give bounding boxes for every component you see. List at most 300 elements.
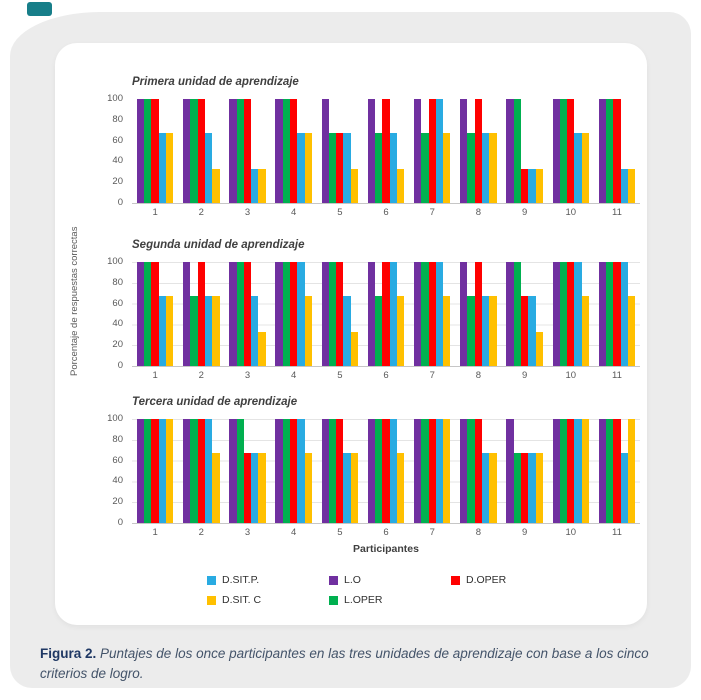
bar-loper-p3	[237, 419, 244, 523]
bar-group-6	[368, 99, 404, 203]
bar-dsitp-p8	[482, 453, 489, 523]
x-tick: 7	[429, 527, 435, 538]
bar-dsitc-p3	[258, 332, 265, 366]
bar-loper-p4	[283, 99, 290, 203]
bar-group-3	[229, 99, 265, 203]
x-tick: 4	[291, 207, 297, 218]
bar-group-11	[599, 419, 635, 523]
legend-swatch	[451, 576, 460, 585]
y-tick: 0	[117, 197, 123, 208]
category-slot	[224, 419, 270, 523]
y-tick: 0	[117, 517, 123, 528]
category-slot	[502, 419, 548, 523]
bar-group-5	[322, 99, 358, 203]
bar-lo-p8	[460, 262, 467, 366]
y-axis-label: Porcentaje de respuestas correctas	[69, 226, 80, 376]
bar-dsitc-p11	[628, 296, 635, 366]
x-tick: 7	[429, 207, 435, 218]
bar-dsitp-p1	[159, 419, 166, 523]
legend-label: D.SIT. C	[222, 594, 262, 606]
bar-dsitp-p1	[159, 133, 166, 203]
bar-lo-p1	[137, 419, 144, 523]
category-slot	[363, 262, 409, 366]
bar-dsitp-p5	[343, 133, 350, 203]
bar-lo-p9	[506, 99, 513, 203]
bar-loper-p1	[144, 419, 151, 523]
x-tick: 7	[429, 370, 435, 381]
accent-tab	[27, 2, 52, 16]
legend-label: L.OPER	[344, 594, 383, 606]
bar-lo-p8	[460, 99, 467, 203]
bar-loper-p11	[606, 262, 613, 366]
x-tick: 2	[198, 370, 204, 381]
bar-doper-p1	[151, 419, 158, 523]
y-tick: 80	[112, 113, 123, 125]
bar-group-4	[275, 99, 311, 203]
bar-lo-p11	[599, 99, 606, 203]
bar-dsitp-p11	[621, 169, 628, 203]
category-slot	[178, 262, 224, 366]
bar-group-7	[414, 419, 450, 523]
bar-loper-p10	[560, 99, 567, 203]
bar-doper-p4	[290, 99, 297, 203]
category-slot	[409, 419, 455, 523]
legend-row	[207, 570, 573, 590]
bar-lo-p7	[414, 262, 421, 366]
bar-group-2	[183, 99, 219, 203]
bar-lo-p5	[322, 99, 329, 203]
category-slot	[455, 262, 501, 366]
category-slot	[548, 262, 594, 366]
bar-group-8	[460, 262, 496, 366]
bar-doper-p10	[567, 99, 574, 203]
bar-loper-p9	[514, 99, 521, 203]
figure-caption	[40, 644, 676, 685]
bar-group-1	[137, 262, 173, 366]
bar-lo-p4	[275, 99, 282, 203]
bar-lo-p3	[229, 419, 236, 523]
y-tick: 0	[117, 360, 123, 371]
bar-dsitp-p6	[390, 133, 397, 203]
bar-dsitc-p8	[489, 453, 496, 523]
bar-dsitp-p6	[390, 262, 397, 366]
bar-lo-p10	[553, 419, 560, 523]
bar-doper-p10	[567, 262, 574, 366]
bar-dsitp-p10	[574, 133, 581, 203]
bar-group-1	[137, 419, 173, 523]
category-slot	[317, 262, 363, 366]
category-slot	[548, 99, 594, 203]
bar-loper-p5	[329, 262, 336, 366]
bar-dsitc-p10	[582, 419, 589, 523]
bar-loper-p8	[467, 296, 474, 366]
bar-dsitc-p7	[443, 133, 450, 203]
bar-group-9	[506, 262, 542, 366]
bar-lo-p6	[368, 419, 375, 523]
bar-loper-p11	[606, 99, 613, 203]
bar-dsitc-p6	[397, 296, 404, 366]
bar-lo-p9	[506, 262, 513, 366]
bar-dsitc-p4	[305, 453, 312, 523]
bar-dsitp-p7	[436, 419, 443, 523]
bar-dsitc-p5	[351, 453, 358, 523]
bar-doper-p11	[613, 262, 620, 366]
bar-loper-p4	[283, 419, 290, 523]
bar-loper-p7	[421, 262, 428, 366]
x-tick: 5	[337, 207, 343, 218]
bar-dsitc-p4	[305, 133, 312, 203]
bar-dsitc-p1	[166, 133, 173, 203]
bar-group-3	[229, 262, 265, 366]
y-tick: 20	[112, 339, 123, 351]
bar-group-4	[275, 419, 311, 523]
x-tick: 10	[565, 207, 577, 218]
bar-group-8	[460, 419, 496, 523]
category-slot	[363, 99, 409, 203]
legend-swatch	[207, 576, 216, 585]
chart-1	[55, 76, 647, 226]
bar-doper-p3	[244, 453, 251, 523]
bar-doper-p7	[429, 419, 436, 523]
bar-doper-p6	[382, 419, 389, 523]
legend-label: D.SIT.P.	[222, 574, 260, 586]
x-ticks	[132, 527, 640, 538]
bar-doper-p8	[475, 262, 482, 366]
bar-lo-p3	[229, 99, 236, 203]
y-tick: 80	[112, 276, 123, 288]
category-slot	[455, 99, 501, 203]
bar-dsitc-p7	[443, 419, 450, 523]
legend-item-dsitc	[207, 594, 329, 606]
bar-doper-p8	[475, 99, 482, 203]
bar-dsitp-p2	[205, 296, 212, 366]
category-slot	[132, 99, 178, 203]
bar-group-8	[460, 99, 496, 203]
x-tick: 5	[337, 527, 343, 538]
bar-doper-p9	[521, 169, 528, 203]
bar-doper-p5	[336, 133, 343, 203]
category-slot	[132, 262, 178, 366]
bar-dsitc-p1	[166, 296, 173, 366]
x-ticks	[132, 207, 640, 218]
x-tick: 6	[383, 207, 389, 218]
x-tick: 9	[521, 370, 528, 381]
category-slot	[594, 99, 640, 203]
bar-doper-p3	[244, 262, 251, 366]
category-slot	[178, 99, 224, 203]
bar-group-7	[414, 262, 450, 366]
bar-doper-p5	[336, 262, 343, 366]
bar-loper-p8	[467, 133, 474, 203]
bar-dsitp-p3	[251, 296, 258, 366]
bar-loper-p2	[190, 99, 197, 203]
bar-loper-p10	[560, 419, 567, 523]
bar-loper-p8	[467, 419, 474, 523]
bar-dsitp-p4	[297, 133, 304, 203]
x-tick: 10	[565, 370, 577, 381]
x-tick: 6	[383, 527, 389, 538]
bar-dsitc-p6	[397, 453, 404, 523]
category-slot	[224, 99, 270, 203]
x-tick: 4	[291, 370, 297, 381]
bar-lo-p4	[275, 419, 282, 523]
bar-dsitp-p4	[297, 419, 304, 523]
bar-doper-p9	[521, 296, 528, 366]
bar-dsitp-p8	[482, 296, 489, 366]
bar-dsitc-p2	[212, 453, 219, 523]
category-slot	[224, 262, 270, 366]
bar-group-11	[599, 99, 635, 203]
x-tick: 8	[475, 207, 482, 218]
y-tick: 20	[112, 496, 123, 508]
y-tick: 40	[112, 475, 123, 487]
bar-dsitp-p9	[528, 296, 535, 366]
charts	[55, 43, 647, 563]
bar-doper-p6	[382, 99, 389, 203]
bar-lo-p3	[229, 262, 236, 366]
y-tick: 60	[112, 134, 123, 146]
x-tick: 2	[198, 527, 204, 538]
caption-text: Puntajes de los once participantes en las tres unidades de aprendizaje con base a los cinco criterios de logro.	[40, 646, 649, 682]
x-ticks	[132, 370, 640, 381]
legend-label: L.O	[344, 574, 361, 586]
bar-dsitc-p4	[305, 296, 312, 366]
x-tick: 3	[244, 370, 251, 381]
y-tick: 40	[112, 318, 123, 330]
legend-swatch	[207, 596, 216, 605]
bar-dsitc-p9	[536, 332, 543, 366]
legend	[207, 570, 573, 610]
bar-lo-p5	[322, 419, 329, 523]
bar-dsitp-p2	[205, 419, 212, 523]
bar-doper-p10	[567, 419, 574, 523]
y-tick: 60	[112, 454, 123, 466]
category-slot	[317, 419, 363, 523]
category-slot	[502, 99, 548, 203]
chart-3	[55, 396, 647, 546]
bar-doper-p9	[521, 453, 528, 523]
bar-dsitc-p7	[443, 296, 450, 366]
plot-area	[132, 262, 640, 367]
bar-lo-p2	[183, 262, 190, 366]
bar-group-6	[368, 419, 404, 523]
x-tick: 8	[475, 527, 482, 538]
y-tick: 100	[107, 93, 123, 104]
category-slot	[317, 99, 363, 203]
category-slot	[594, 419, 640, 523]
bar-loper-p2	[190, 419, 197, 523]
category-slot	[502, 262, 548, 366]
y-tick: 80	[112, 433, 123, 445]
legend-item-dsitp	[207, 574, 329, 586]
bar-group-1	[137, 99, 173, 203]
bar-dsitc-p2	[212, 169, 219, 203]
bar-group-2	[183, 262, 219, 366]
bar-dsitc-p5	[351, 169, 358, 203]
bar-dsitp-p9	[528, 453, 535, 523]
plot-area	[132, 99, 640, 204]
x-tick: 10	[565, 527, 577, 538]
bar-group-10	[553, 99, 589, 203]
x-tick: 11	[612, 207, 622, 218]
category-slot	[271, 262, 317, 366]
x-tick: 1	[152, 527, 158, 538]
bar-doper-p11	[613, 419, 620, 523]
x-tick: 3	[244, 527, 251, 538]
bar-group-11	[599, 262, 635, 366]
bar-loper-p7	[421, 133, 428, 203]
y-tick: 100	[107, 256, 123, 267]
bar-group-10	[553, 419, 589, 523]
bar-loper-p9	[514, 453, 521, 523]
category-slot	[409, 262, 455, 366]
y-tick: 40	[112, 155, 123, 167]
y-tick: 20	[112, 176, 123, 188]
chart-title: Primera unidad de aprendizaje	[132, 76, 299, 88]
bar-doper-p4	[290, 262, 297, 366]
bar-loper-p6	[375, 296, 382, 366]
bar-doper-p2	[198, 419, 205, 523]
bar-dsitc-p9	[536, 453, 543, 523]
bar-lo-p7	[414, 99, 421, 203]
x-tick: 1	[152, 370, 158, 381]
chart-2	[55, 239, 647, 389]
bar-lo-p6	[368, 99, 375, 203]
y-tick: 100	[107, 413, 123, 424]
figure-card	[10, 12, 691, 688]
bar-group-5	[322, 419, 358, 523]
bar-lo-p9	[506, 419, 513, 523]
bar-doper-p8	[475, 419, 482, 523]
bar-doper-p5	[336, 419, 343, 523]
bar-group-9	[506, 99, 542, 203]
legend-swatch	[329, 596, 338, 605]
bar-group-4	[275, 262, 311, 366]
bar-doper-p3	[244, 99, 251, 203]
bar-dsitp-p2	[205, 133, 212, 203]
chart-title: Segunda unidad de aprendizaje	[132, 239, 305, 251]
bar-doper-p4	[290, 419, 297, 523]
bar-dsitc-p11	[628, 419, 635, 523]
bar-lo-p10	[553, 99, 560, 203]
bar-lo-p2	[183, 99, 190, 203]
category-slot	[271, 419, 317, 523]
legend-label: D.OPER	[466, 574, 507, 586]
bar-doper-p2	[198, 262, 205, 366]
category-slot	[132, 419, 178, 523]
bar-loper-p3	[237, 99, 244, 203]
bar-dsitp-p5	[343, 453, 350, 523]
x-tick: 2	[198, 207, 204, 218]
bar-loper-p6	[375, 133, 382, 203]
x-tick: 11	[612, 370, 622, 381]
x-tick: 1	[152, 207, 158, 218]
bar-dsitp-p7	[436, 262, 443, 366]
bar-loper-p10	[560, 262, 567, 366]
bar-lo-p4	[275, 262, 282, 366]
bar-dsitp-p10	[574, 262, 581, 366]
legend-item-doper	[451, 574, 573, 586]
bar-dsitc-p10	[582, 133, 589, 203]
bar-dsitp-p6	[390, 419, 397, 523]
x-tick: 6	[383, 370, 389, 381]
legend-item-loper	[329, 594, 451, 606]
bar-group-6	[368, 262, 404, 366]
bar-loper-p11	[606, 419, 613, 523]
bar-lo-p7	[414, 419, 421, 523]
chart-title: Tercera unidad de aprendizaje	[132, 396, 298, 408]
bar-doper-p2	[198, 99, 205, 203]
category-slot	[363, 419, 409, 523]
bar-dsitc-p8	[489, 296, 496, 366]
x-tick: 5	[337, 370, 343, 381]
category-slot	[594, 262, 640, 366]
legend-swatch	[329, 576, 338, 585]
x-tick: 11	[612, 527, 622, 538]
bar-group-5	[322, 262, 358, 366]
bar-doper-p1	[151, 262, 158, 366]
bar-dsitc-p1	[166, 419, 173, 523]
bar-dsitp-p1	[159, 296, 166, 366]
x-tick: 9	[521, 527, 528, 538]
bar-doper-p7	[429, 262, 436, 366]
category-slot	[548, 419, 594, 523]
bar-loper-p4	[283, 262, 290, 366]
bar-doper-p11	[613, 99, 620, 203]
bar-lo-p11	[599, 262, 606, 366]
bar-loper-p9	[514, 262, 521, 366]
bar-dsitp-p11	[621, 453, 628, 523]
bar-dsitp-p10	[574, 419, 581, 523]
bar-doper-p6	[382, 262, 389, 366]
bar-dsitp-p7	[436, 99, 443, 203]
bar-dsitp-p3	[251, 453, 258, 523]
bar-loper-p3	[237, 262, 244, 366]
bar-dsitp-p11	[621, 262, 628, 366]
bar-dsitp-p3	[251, 169, 258, 203]
bar-loper-p5	[329, 419, 336, 523]
bar-lo-p1	[137, 99, 144, 203]
bar-dsitc-p2	[212, 296, 219, 366]
bar-dsitc-p10	[582, 296, 589, 366]
bar-lo-p2	[183, 419, 190, 523]
bar-dsitp-p5	[343, 296, 350, 366]
x-tick: 9	[521, 207, 528, 218]
plot-area	[132, 419, 640, 524]
bar-dsitc-p6	[397, 169, 404, 203]
bar-lo-p8	[460, 419, 467, 523]
bar-loper-p2	[190, 296, 197, 366]
bar-lo-p10	[553, 262, 560, 366]
x-axis-label: Participantes	[353, 543, 419, 555]
bar-doper-p7	[429, 99, 436, 203]
bar-lo-p1	[137, 262, 144, 366]
bar-loper-p7	[421, 419, 428, 523]
chart-panel	[55, 43, 647, 625]
bar-group-10	[553, 262, 589, 366]
bar-dsitp-p9	[528, 169, 535, 203]
bar-dsitc-p11	[628, 169, 635, 203]
bar-dsitp-p8	[482, 133, 489, 203]
bar-loper-p1	[144, 99, 151, 203]
category-slot	[409, 99, 455, 203]
bar-group-2	[183, 419, 219, 523]
bar-lo-p6	[368, 262, 375, 366]
bar-dsitp-p4	[297, 262, 304, 366]
legend-item-lo	[329, 574, 451, 586]
bar-lo-p11	[599, 419, 606, 523]
bar-loper-p1	[144, 262, 151, 366]
